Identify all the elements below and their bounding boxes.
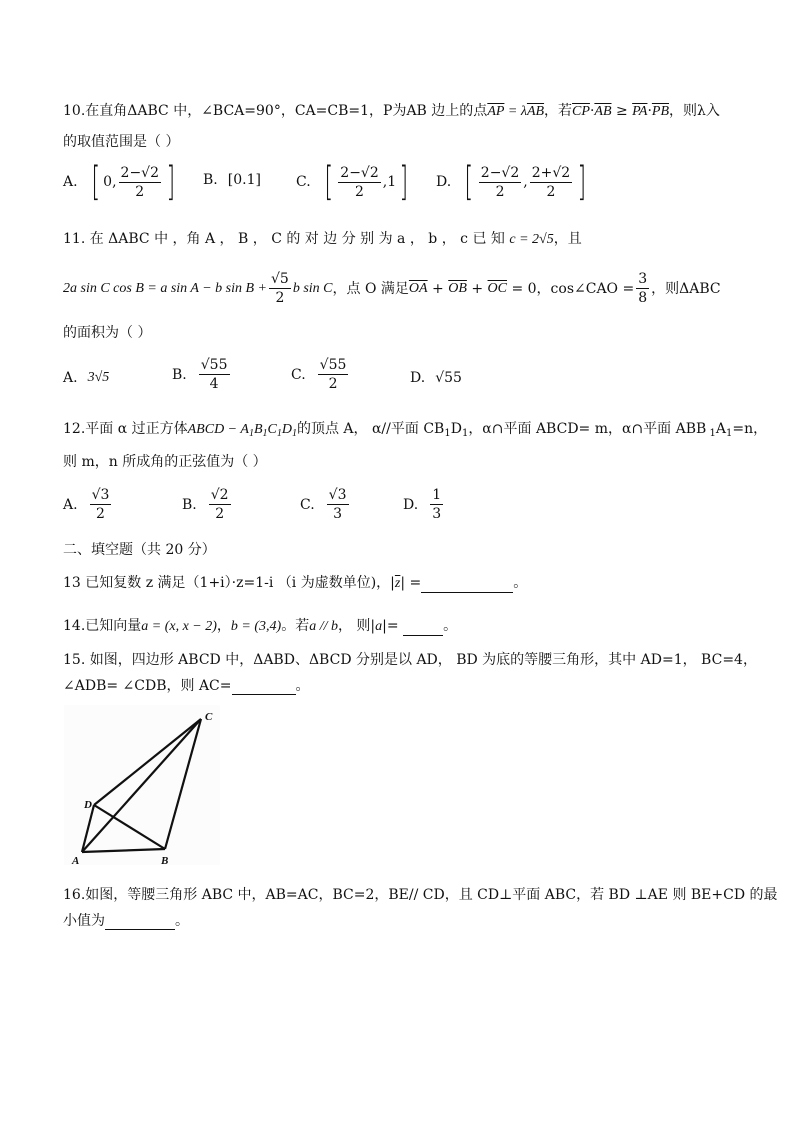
q14-text-a: 14.已知向量 — [63, 618, 142, 634]
q12-option-c[interactable] — [300, 486, 351, 523]
q10-option-a[interactable]: A. [ 0, $\frac{2-√2}{2}$ ] — [63, 159, 176, 205]
section-2-heading: 二、填空题（共 20 分） — [63, 542, 216, 558]
q14-parallel: a // b — [309, 619, 338, 634]
q13-tail: 。 — [513, 575, 528, 591]
q16-answer-blank[interactable] — [105, 929, 175, 930]
q13-line — [63, 574, 527, 593]
q16-tail: 。 — [175, 913, 189, 929]
q10-tail: ，则λ入 — [669, 103, 720, 119]
q10-ruo: ，若 — [544, 103, 573, 119]
q11-vec-ob: $\overline{OB}$ — [448, 280, 467, 296]
q12-stem-a: 12.平面 α 过正方体 — [63, 421, 188, 437]
q10-eq-lambda: = λ — [504, 104, 527, 119]
label-a: A — [72, 855, 80, 865]
q10-dot2: · — [647, 103, 652, 119]
q11-option-a-label: A. — [63, 370, 78, 386]
label-d: D — [84, 799, 92, 811]
q10-option-a-left: 0, — [103, 174, 117, 190]
q12-line2: 则 m，n 所成角的正弦值为（ ） — [63, 454, 267, 470]
q10-vec-ap: $\overline{AP}$ — [487, 104, 505, 119]
label-b: B — [161, 855, 169, 865]
q13-zbar: $\overline{z}$ — [394, 576, 401, 591]
q16-line2 — [63, 912, 189, 930]
q10-option-b-label: B. — [203, 172, 218, 188]
q12-option-b-label: B. — [182, 496, 197, 513]
q15-tail: 。 — [295, 678, 310, 694]
q11-cos-text: ，cos∠CAO = — [536, 280, 635, 297]
q11-option-c-label: C. — [291, 366, 306, 383]
q10-option-a-frac: $\frac{2-√2}{2}$ — [120, 164, 159, 200]
q11-formula-frac: $\frac{√5}{2}$ — [271, 271, 289, 306]
q12-option-b-frac: $\frac{√2}{2}$ — [210, 487, 229, 522]
q10-option-b-text: [0.1] — [227, 172, 261, 188]
q12-stem-c: ，α∩平面 ABCD= m，α∩平面 ABB — [468, 421, 707, 437]
q10-option-d[interactable]: D. [ $\frac{2-√2}{2}$ , $\frac{2+√2}{2}$ ] — [436, 159, 587, 205]
q11-option-a-text: 3√5 — [87, 370, 110, 385]
q11-line1 — [63, 230, 582, 249]
q13-text-b: | = — [400, 575, 422, 591]
q10-option-c-right: ,1 — [382, 174, 397, 190]
label-c: C — [205, 711, 213, 723]
q15-answer-blank[interactable] — [232, 694, 296, 695]
q11-option-c-frac: $\frac{√55}{2}$ — [319, 357, 347, 392]
q11-qie: ，且 — [553, 231, 582, 247]
q10-option-d-frac2: $\frac{2+√2}{2}$ — [531, 164, 571, 200]
q11-option-d[interactable] — [410, 370, 462, 386]
q14-tail: 。 — [443, 618, 458, 634]
q12-option-c-label: C. — [300, 496, 315, 513]
q10-line2: 的取值范围是（ ） — [63, 134, 180, 150]
q11-option-b-frac: $\frac{√55}{4}$ — [200, 357, 228, 392]
q10-option-c[interactable]: C. [ $\frac{2-√2}{2}$ ,1 ] — [296, 159, 409, 205]
q14-comma: ， — [216, 618, 231, 634]
quadrilateral-diagram — [64, 705, 220, 865]
q12-option-d[interactable] — [403, 486, 445, 523]
q15-line2-text: ∠ADB= ∠CDB，则 AC= — [63, 678, 232, 694]
q10-vec-pa: $\overline{PA}$ — [632, 104, 648, 119]
q11-then: ，则ΔABC — [651, 280, 721, 297]
q13-text-a: 13 已知复数 z 满足（1+i）·z=1-i （i 为虚数单位)，| — [63, 575, 395, 591]
q16-line1: 16.如图，等腰三角形 ABC 中，AB=AC，BC=2，BE// CD，且 CD⊥平面 ABC，若 BD ⊥AE 则 BE+CD 的最 — [63, 887, 778, 903]
q11-line3: 的面积为（ ） — [63, 325, 152, 341]
q12-option-b[interactable] — [182, 486, 233, 523]
q14-line — [63, 617, 457, 636]
q11-vec-oa: $\overline{OA}$ — [408, 280, 428, 296]
q14-b-vec: b = (3,4) — [230, 619, 282, 634]
q11-option-b[interactable] — [172, 356, 232, 393]
q11-formula-b: b sin C — [292, 280, 333, 296]
q12-option-d-label: D. — [403, 496, 419, 513]
q10-option-c-frac: $\frac{2-√2}{2}$ — [340, 164, 379, 200]
q12-stem-b: 的顶点 A， α//平面 CB — [296, 421, 445, 437]
q12-option-a[interactable] — [63, 486, 113, 523]
q11-option-b-label: B. — [172, 366, 187, 383]
q10-vec-cp: $\overline{CP}$ — [572, 104, 590, 119]
q10-stem: 10.在直角ΔABC 中，∠BCA=90°，CA=CB=1，P为AB 边上的点 — [63, 103, 488, 119]
q15-line2 — [63, 677, 310, 695]
q12-option-a-frac: $\frac{√3}{2}$ — [91, 487, 110, 522]
q16-line2-text: 小值为 — [63, 913, 105, 929]
q12-line1: 12.平面 α 过正方体ABCD − $A_1B_1C_1D_1$的顶点 A， α//平面 $CB_1D_1$，α∩平面 ABCD= m，α∩平面 ABB $_1A_1=n$， — [63, 421, 768, 439]
q10-option-d-frac1: $\frac{2-√2}{2}$ — [480, 164, 520, 200]
q12-option-a-label: A. — [63, 496, 78, 513]
q10-option-c-label: C. — [296, 174, 311, 190]
q10-vec-ab2: $\overline{AB}$ — [594, 104, 612, 119]
q10-vec-pb: $\overline{PB}$ — [651, 104, 670, 119]
q11-point-text: ，点 O 满足 — [332, 280, 409, 297]
q10-option-d-label: D. — [436, 174, 452, 190]
q11-formula-a: 2a sin C cos B = a sin A − b sin B + — [63, 280, 268, 296]
q10-vec-ab: $\overline{AB}$ — [526, 104, 545, 119]
q13-answer-blank[interactable] — [421, 592, 513, 593]
q11-c-eq: c = 2√5 — [509, 232, 554, 247]
q11-line2: 2a sin C cos B = a sin A − b sin B + $\frac{√5}{2}$ b sin C ，点 O 满足 $\overline{OA}$ + $\overline{OB}$ + $\overline{OC}$ = 0 ，cos∠CAO = $\frac{3}{8}$ ，则ΔABC — [63, 271, 721, 306]
q14-text-c: ， 则| — [337, 618, 376, 634]
q10-dot1: · — [589, 103, 595, 119]
q11-option-a[interactable] — [63, 370, 109, 386]
q12-option-d-frac: $\frac{1}{3}$ — [432, 487, 442, 522]
q11-option-c[interactable] — [291, 356, 350, 393]
q14-answer-blank[interactable] — [403, 635, 443, 636]
q11-vec-oc: $\overline{OC}$ — [487, 280, 507, 296]
q10-option-b[interactable] — [203, 172, 261, 188]
q10-option-a-label: A. — [63, 174, 78, 190]
q14-a-abs: a — [375, 619, 383, 634]
q14-text-b: 。若 — [281, 618, 310, 634]
q11-zero: = 0 — [511, 280, 537, 297]
q12-stem-d: =n， — [732, 421, 768, 437]
q11-stem: 11. 在 ΔABC 中 ，角 A ， B ， C 的 对 边 分 别 为 a ， b ， c 已 知 — [63, 231, 505, 247]
q11-option-d-label: D. — [410, 370, 426, 386]
q11-cos-frac: $\frac{3}{8}$ — [638, 271, 648, 306]
q10-line1 — [63, 102, 720, 121]
q15-line1: 15. 如图，四边形 ABCD 中，ΔABD、ΔBCD 分别是以 AD， BD 为底的等腰三角形，其中 AD=1， BC=4， — [63, 652, 757, 668]
q12-option-c-frac: $\frac{√3}{3}$ — [328, 487, 347, 522]
q15-figure — [64, 705, 220, 865]
q14-a-vec: a = (x, x − 2) — [141, 619, 217, 634]
q10-ge: ≥ — [611, 103, 633, 119]
q14-text-d: |= — [382, 618, 399, 634]
q11-option-d-text: √55 — [435, 370, 462, 386]
q12-cube: ABCD − $A_1B_1C_1D_1$ — [187, 422, 297, 439]
